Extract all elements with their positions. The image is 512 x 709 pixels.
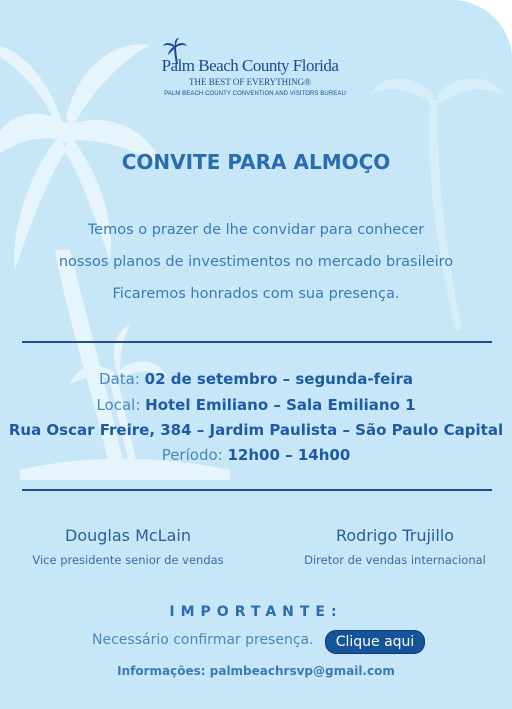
divider-bottom bbox=[22, 489, 492, 491]
intro-line-1: Temos o prazer de lhe convidar para conhecer bbox=[87, 222, 425, 238]
date-label: Data: bbox=[99, 370, 140, 388]
contact-info bbox=[0, 664, 512, 678]
logo-name: Palm Beach County Florida bbox=[161, 56, 339, 75]
intro-line-3: Ficaremos honrados com sua presença. bbox=[112, 286, 400, 302]
date-value: 02 de setembro – segunda-feira bbox=[144, 370, 413, 388]
rsvp-button[interactable]: Clique aqui bbox=[325, 630, 425, 654]
detail-place bbox=[0, 396, 512, 414]
host-1-role: Vice presidente senior de vendas bbox=[32, 553, 224, 567]
period-value: 12h00 – 14h00 bbox=[227, 446, 351, 464]
detail-date bbox=[0, 370, 512, 388]
period-label: Período: bbox=[161, 446, 223, 464]
confirm-text: Necessário confirmar presença. bbox=[92, 632, 314, 648]
logo-bureau: PALM BEACH COUNTY CONVENTION AND VISITORS BUREAU bbox=[164, 91, 346, 97]
important-heading: IMPORTANTE: bbox=[169, 604, 343, 620]
host-1-name: Douglas McLain bbox=[65, 526, 191, 545]
host-2-role: Diretor de vendas internacional bbox=[304, 553, 486, 567]
host-1 bbox=[18, 526, 238, 567]
place-value: Hotel Emiliano – Sala Emiliano 1 bbox=[145, 396, 416, 414]
invitation-title: CONVITE PARA ALMOÇO bbox=[121, 150, 391, 174]
host-2 bbox=[288, 526, 502, 567]
divider-top bbox=[22, 341, 492, 343]
detail-address: Rua Oscar Freire, 384 – Jardim Paulista – São Paulo Capital bbox=[8, 421, 504, 439]
logo-tagline: THE BEST OF EVERYTHING® bbox=[189, 77, 311, 87]
host-2-name: Rodrigo Trujillo bbox=[335, 526, 455, 545]
intro-line-2: nossos planos de investimentos no mercado brasileiro bbox=[58, 254, 454, 270]
info-label: Informações: bbox=[117, 664, 206, 678]
place-label: Local: bbox=[96, 396, 141, 414]
detail-period bbox=[0, 446, 512, 464]
contact-email[interactable]: palmbeachrsvp@gmail.com bbox=[209, 664, 395, 678]
